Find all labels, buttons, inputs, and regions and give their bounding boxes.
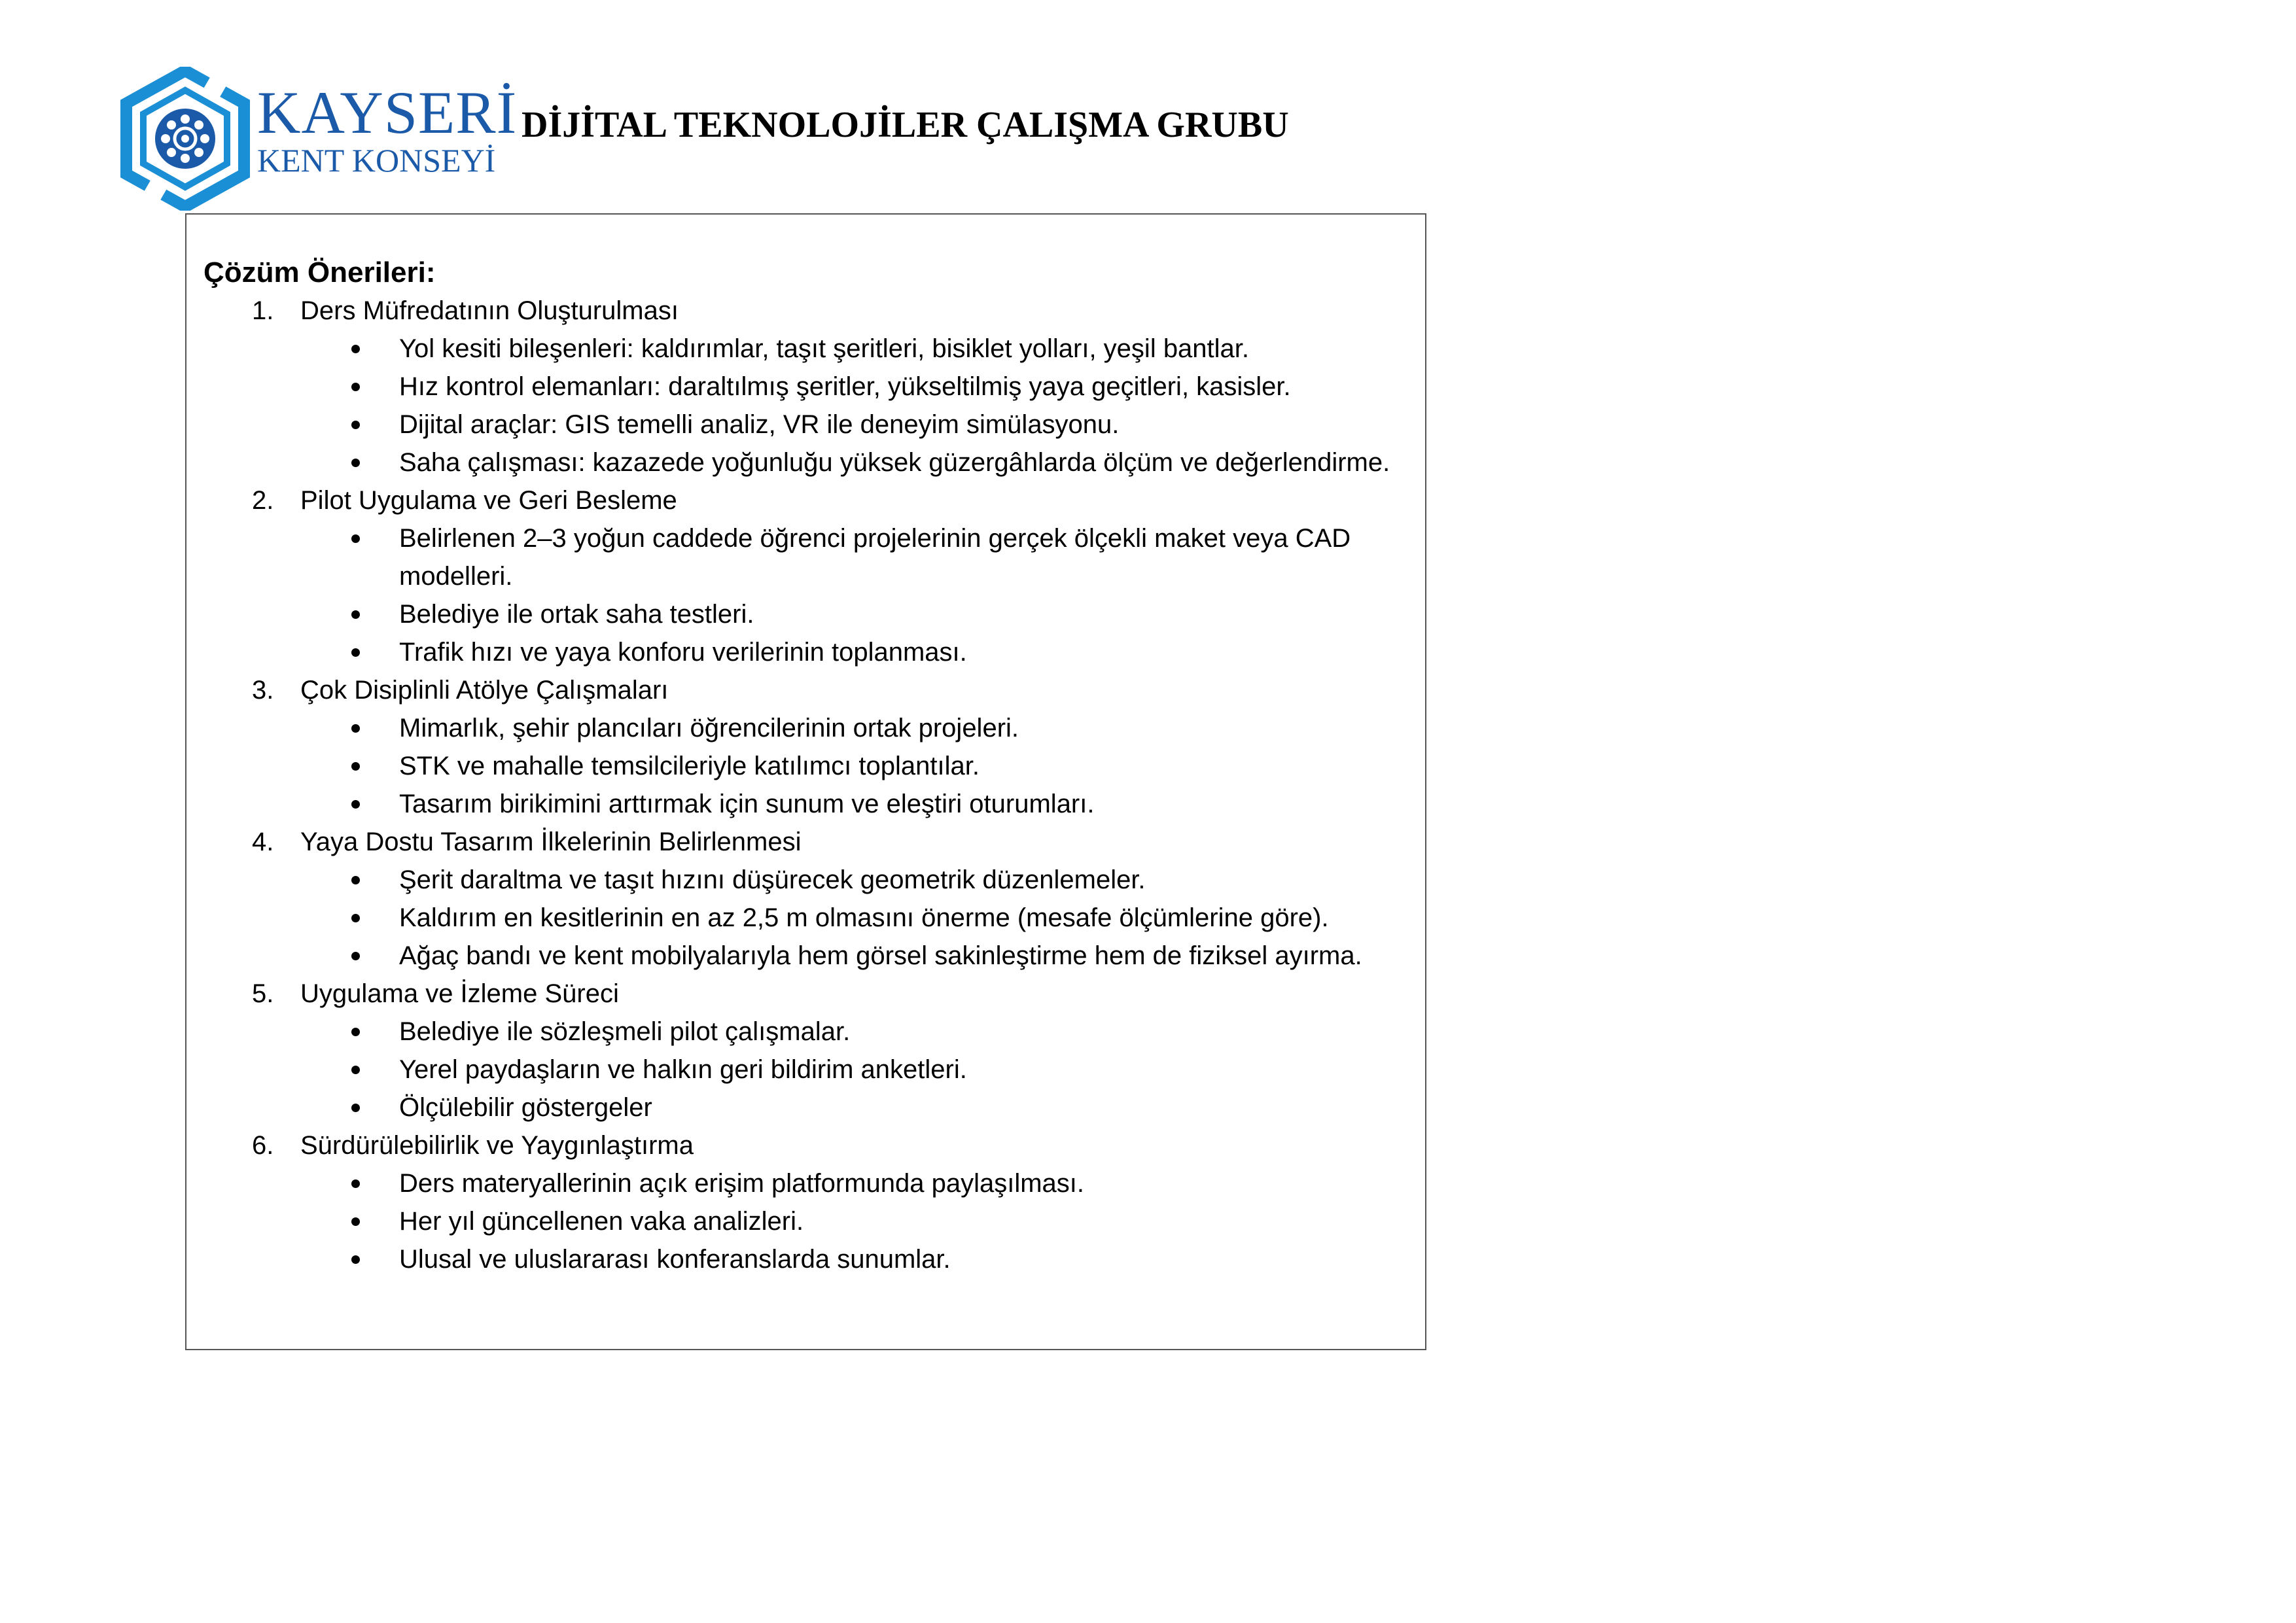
solution-item-heading	[186, 481, 1425, 519]
solution-item-number: 5.	[252, 979, 274, 1008]
bullet-dot-icon	[351, 1028, 360, 1036]
solution-item-title: Uygulama ve İzleme Süreci	[300, 979, 619, 1008]
bullet-list	[186, 519, 1425, 671]
bullet-text: Ulusal ve uluslararası konferanslarda sunumlar.	[399, 1245, 951, 1274]
bullet-item	[186, 368, 1425, 406]
bullet-item	[186, 747, 1425, 785]
bullet-item	[186, 1051, 1425, 1089]
bullet-list	[186, 330, 1425, 481]
solution-item-title: Sürdürülebilirlik ve Yaygınlaştırma	[300, 1131, 694, 1160]
bullet-text: Ders materyallerinin açık erişim platformunda paylaşılması.	[399, 1169, 1085, 1198]
solution-item-heading	[186, 1126, 1425, 1164]
bullet-dot-icon	[351, 1179, 360, 1188]
bullet-dot-icon	[351, 534, 360, 543]
bullet-dot-icon	[351, 914, 360, 922]
solution-item-number: 2.	[252, 486, 274, 515]
solution-item-number: 4.	[252, 828, 274, 856]
bullet-item	[186, 785, 1425, 823]
bullet-item	[186, 1202, 1425, 1240]
solutions-list	[186, 292, 1425, 1278]
solution-item-title: Pilot Uygulama ve Geri Besleme	[300, 486, 677, 515]
bullet-text: Yerel paydaşların ve halkın geri bildirim anketleri.	[399, 1055, 967, 1084]
bullet-item	[186, 633, 1425, 671]
solutions-box	[185, 213, 1426, 1350]
bullet-item	[186, 406, 1425, 444]
bullet-text: Şerit daraltma ve taşıt hızını düşürecek geometrik düzenlemeler.	[399, 865, 1146, 894]
solution-item-heading	[186, 823, 1425, 861]
bullet-dot-icon	[351, 1104, 360, 1112]
solution-item	[186, 975, 1425, 1126]
bullet-dot-icon	[351, 800, 360, 809]
bullet-dot-icon	[351, 383, 360, 391]
bullet-dot-icon	[351, 610, 360, 619]
bullet-text: Ölçülebilir göstergeler	[399, 1093, 652, 1122]
bullet-dot-icon	[351, 876, 360, 884]
bullet-item	[186, 1013, 1425, 1051]
bullet-item	[186, 861, 1425, 899]
bullet-dot-icon	[351, 1066, 360, 1074]
solution-item-heading	[186, 975, 1425, 1013]
solution-item	[186, 481, 1425, 671]
bullet-item	[186, 595, 1425, 633]
solution-item-title: Ders Müfredatının Oluşturulması	[300, 296, 679, 325]
bullet-item	[186, 937, 1425, 975]
bullet-text: STK ve mahalle temsilcileriyle katılımcı toplantılar.	[399, 752, 980, 780]
bullet-dot-icon	[351, 724, 360, 733]
bullet-text: Belediye ile ortak saha testleri.	[399, 600, 754, 629]
bullet-item	[186, 444, 1425, 481]
bullet-text: Tasarım birikimini arttırmak için sunum ve eleştiri oturumları.	[399, 790, 1095, 818]
bullet-item	[186, 1089, 1425, 1126]
solution-item	[186, 292, 1425, 481]
brand-name: KAYSERİ	[257, 79, 518, 146]
bullet-item	[186, 709, 1425, 747]
bullet-dot-icon	[351, 345, 360, 353]
bullet-text: Dijital araçlar: GIS temelli analiz, VR ile deneyim simülasyonu.	[399, 410, 1120, 439]
bullet-dot-icon	[351, 952, 360, 960]
bullet-text: Yol kesiti bileşenleri: kaldırımlar, taşıt şeritleri, bisiklet yolları, yeşil bantlar.	[399, 334, 1250, 363]
solution-item	[186, 671, 1425, 823]
bullet-dot-icon	[351, 762, 360, 771]
bullet-text: Ağaç bandı ve kent mobilyalarıyla hem görsel sakinleştirme hem de fiziksel ayırma.	[399, 941, 1362, 970]
bullet-item	[186, 519, 1425, 595]
solution-item-title: Çok Disiplinli Atölye Çalışmaları	[300, 676, 669, 705]
bullet-dot-icon	[351, 1255, 360, 1264]
solution-item-number: 6.	[252, 1131, 274, 1160]
bullet-text: Her yıl güncellenen vaka analizleri.	[399, 1207, 804, 1236]
bullet-text: Trafik hızı ve yaya konforu verilerinin toplanması.	[399, 638, 967, 667]
bullet-list	[186, 861, 1425, 975]
bullet-text: Mimarlık, şehir plancıları öğrencilerinin ortak projeleri.	[399, 714, 1019, 742]
bullet-dot-icon	[351, 1217, 360, 1226]
bullet-item	[186, 330, 1425, 368]
bullet-list	[186, 709, 1425, 823]
bullet-list	[186, 1164, 1425, 1278]
solution-item-heading	[186, 292, 1425, 330]
brand-subtitle: KENT KONSEYİ	[257, 142, 496, 179]
bullet-item	[186, 1164, 1425, 1202]
bullet-list	[186, 1013, 1425, 1126]
kayseri-kent-konseyi-logo	[120, 67, 251, 211]
page-title: DİJİTAL TEKNOLOJİLER ÇALIŞMA GRUBU	[521, 105, 1289, 145]
bullet-dot-icon	[351, 648, 360, 657]
section-title: Çözüm Önerileri:	[203, 256, 436, 288]
solution-item-title: Yaya Dostu Tasarım İlkelerinin Belirlenmesi	[300, 828, 802, 856]
bullet-item	[186, 1240, 1425, 1278]
bullet-text: Belirlenen 2–3 yoğun caddede öğrenci projelerinin gerçek ölçekli maket veya CAD modelleri.	[399, 524, 1351, 591]
solution-item-number: 1.	[252, 296, 274, 325]
solution-item	[186, 823, 1425, 975]
bullet-text: Kaldırım en kesitlerinin en az 2,5 m olmasını önerme (mesafe ölçümlerine göre).	[399, 903, 1329, 932]
bullet-text: Belediye ile sözleşmeli pilot çalışmalar.	[399, 1017, 851, 1046]
bullet-text: Saha çalışması: kazazede yoğunluğu yüksek güzergâhlarda ölçüm ve değerlendirme.	[399, 448, 1390, 477]
bullet-item	[186, 899, 1425, 937]
bullet-dot-icon	[351, 421, 360, 429]
bullet-text: Hız kontrol elemanları: daraltılmış şeritler, yükseltilmiş yaya geçitleri, kasisler.	[399, 372, 1291, 401]
solution-item-number: 3.	[252, 676, 274, 705]
solution-item	[186, 1126, 1425, 1278]
bullet-dot-icon	[351, 459, 360, 467]
solution-item-heading	[186, 671, 1425, 709]
